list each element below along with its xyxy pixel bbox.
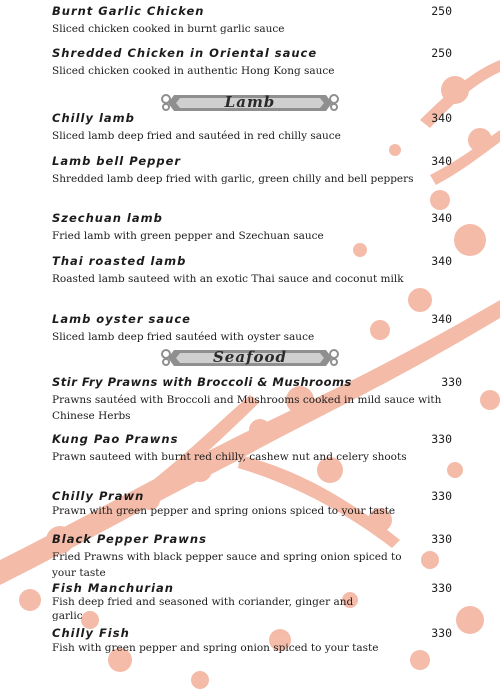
dish-price: 340 [431,312,452,326]
dish-name: Lamb oyster sauce [52,312,191,326]
menu-item [52,4,470,37]
dish-price: 250 [431,46,452,60]
dish-price: 330 [431,626,452,640]
dish-description: Fish deep fried and seasoned with coriander, ginger and garlic [52,596,354,622]
dish-price: 330 [431,581,452,595]
dish-name: Thai roasted lamb [52,254,187,268]
dish-description: Prawns sautéed with Broccoli and Mushrooms cooked in mild sauce with Chinese Herbs [52,394,442,422]
dish-description: Fish with green pepper and spring onion spiced to your taste [52,642,379,654]
menu-item [52,626,470,656]
dish-name: Shredded Chicken in Oriental sauce [52,46,318,60]
dish-name: Chilly Fish [52,626,130,640]
dish-name: Stir Fry Prawns with Broccoli & Mushrooms [52,375,352,389]
dish-price: 330 [431,432,452,446]
menu-item [52,211,470,244]
menu-item [52,375,470,424]
section-header-seafood [160,346,340,370]
dish-description: Prawn with green pepper and spring onions spiced to your taste [52,505,396,517]
dish-description: Shredded lamb deep fried with garlic, green chilly and bell peppers [52,173,414,185]
menu-item [52,154,470,187]
dish-description: Sliced chicken cooked in authentic Hong Kong sauce [52,65,335,77]
dish-price: 330 [431,489,452,503]
dish-name: Chilly Prawn [52,489,145,503]
dish-price: 330 [441,375,462,389]
menu-item [52,312,470,345]
menu-item [52,532,470,581]
dish-description: Sliced chicken cooked in burnt garlic sauce [52,23,285,35]
dish-name: Szechuan lamb [52,211,163,225]
dish-name: Fish Manchurian [52,581,174,595]
dish-price: 340 [431,211,452,225]
dish-price: 250 [431,4,452,18]
dish-description: Fried lamb with green pepper and Szechuan sauce [52,230,324,242]
menu-item [52,489,470,519]
menu-item [52,581,470,623]
dish-name: Chilly lamb [52,111,135,125]
dish-description: Roasted lamb sauteed with an exotic Thai sauce and coconut milk [52,273,404,285]
menu-item [52,432,470,465]
menu-item [52,254,470,287]
dish-price: 340 [431,254,452,268]
dish-price: 330 [431,532,452,546]
dish-name: Lamb bell Pepper [52,154,182,168]
dish-description: Sliced lamb deep fried sautéed with oyster sauce [52,331,315,343]
dish-description: Prawn sauteed with burnt red chilly, cashew nut and celery shoots [52,451,407,463]
dish-price: 340 [431,154,452,168]
section-title: Seafood [212,348,288,366]
dish-name: Black Pepper Prawns [52,532,207,546]
menu-item [52,46,470,79]
section-title: Lamb [224,93,276,111]
dish-name: Kung Pao Prawns [52,432,179,446]
dish-name: Burnt Garlic Chicken [52,4,205,18]
menu-item [52,111,470,144]
dish-description: Sliced lamb deep fried and sautéed in red chilly sauce [52,130,341,142]
dish-price: 340 [431,111,452,125]
dish-description: Fried Prawns with black pepper sauce and spring onion spiced to your taste [52,551,402,579]
